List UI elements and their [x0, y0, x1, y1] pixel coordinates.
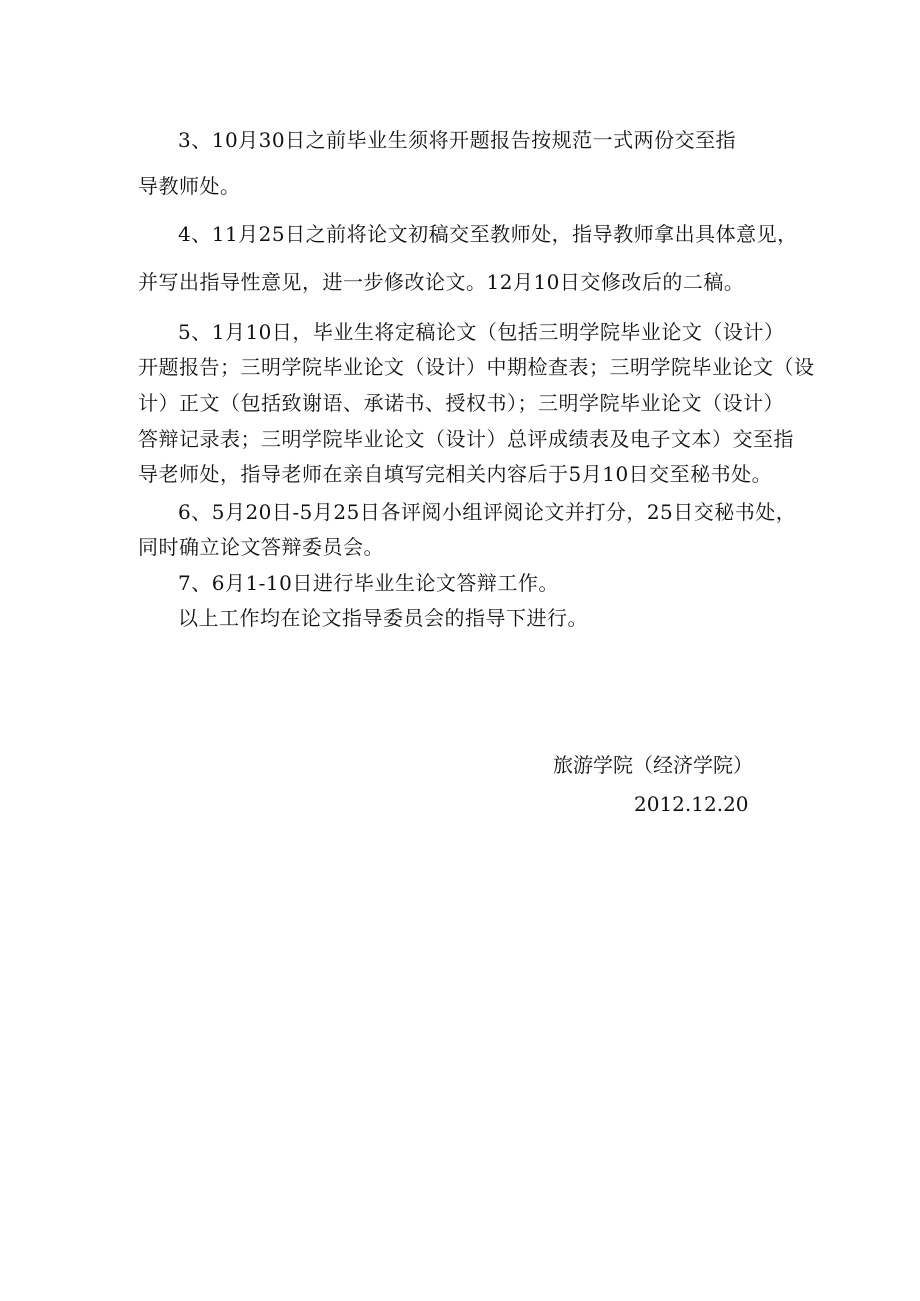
paragraph-5-line-5: 导老师处，指导老师在亲自填写完相关内容后于5月10日交至秘书处。	[138, 462, 773, 486]
paragraph-3-line-2: 导教师处。	[138, 174, 241, 198]
paragraph-4-line-1: 4、11月25日之前将论文初稿交至教师处，指导教师拿出具体意见，	[178, 222, 798, 246]
signature-date: 2012.12.20	[634, 792, 749, 816]
paragraph-8-line-1: 以上工作均在论文指导委员会的指导下进行。	[178, 606, 588, 630]
paragraph-6-line-1: 6、5月20日-5月25日各评阅小组评阅论文并打分，25日交秘书处，	[178, 500, 797, 524]
paragraph-5-line-1: 5、1月10日，毕业生将定稿论文（包括三明学院毕业论文（设计）	[178, 320, 785, 344]
paragraph-3-line-1: 3、10月30日之前毕业生须将开题报告按规范一式两份交至指	[178, 128, 737, 152]
paragraph-5-line-4: 答辩记录表；三明学院毕业论文（设计）总评成绩表及电子文本）交至指	[138, 427, 794, 451]
paragraph-5-line-3: 计）正文（包括致谢语、承诺书、授权书）；三明学院毕业论文（设计）	[138, 391, 784, 415]
paragraph-6-line-2: 同时确立论文答辩委员会。	[138, 535, 384, 559]
paragraph-7-line-1: 7、6月1-10日进行毕业生论文答辩工作。	[178, 571, 559, 595]
paragraph-5-line-2: 开题报告；三明学院毕业论文（设计）中期检查表；三明学院毕业论文（设	[138, 355, 815, 379]
paragraph-4-line-2: 并写出指导性意见，进一步修改论文。12月10日交修改后的二稿。	[138, 270, 745, 294]
signature-organization: 旅游学院（经济学院）	[553, 753, 753, 777]
